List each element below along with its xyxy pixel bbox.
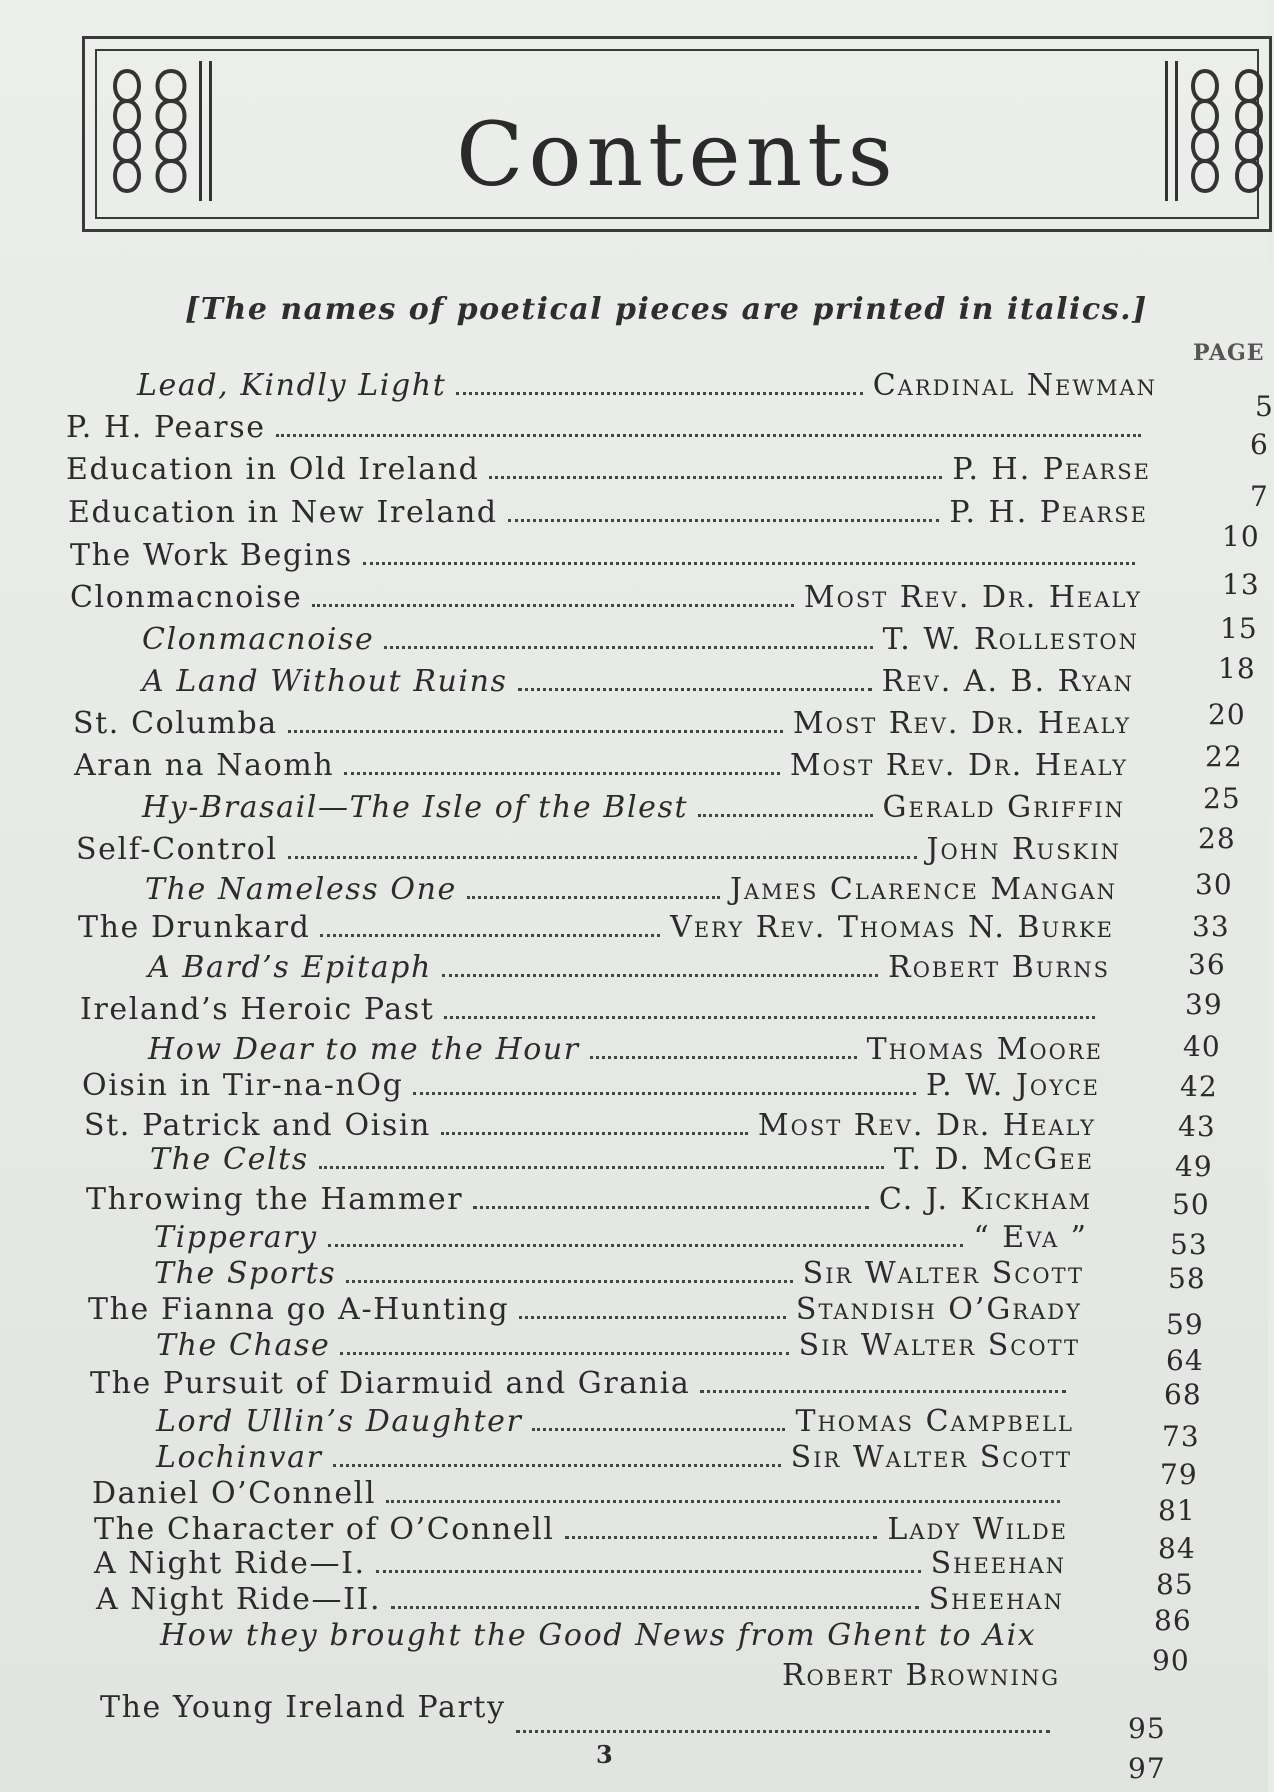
leader-dots: [333, 1464, 781, 1467]
toc-entry: [70, 538, 1145, 573]
toc-entry: [156, 1328, 1080, 1363]
entry-title: A Night Ride—I.: [94, 1546, 366, 1581]
entry-page: 81: [1158, 1494, 1196, 1527]
entry-page: 68: [1164, 1378, 1202, 1411]
entry-page: 28: [1198, 822, 1236, 855]
entry-title: Daniel O’Connell: [92, 1476, 377, 1511]
leader-dots: [442, 974, 878, 977]
entry-title: The Sports: [154, 1256, 337, 1291]
entry-title: Throwing the Hammer: [86, 1182, 464, 1217]
entry-title: Clonmacnoise: [142, 622, 375, 657]
entry-title: The Fianna go A-Hunting: [88, 1292, 510, 1327]
entry-page: 6: [1250, 428, 1269, 461]
entry-page: 59: [1166, 1308, 1204, 1341]
toc-entry: [94, 1546, 1066, 1581]
entry-page: 30: [1195, 868, 1233, 901]
entry-title: Education in New Ireland: [68, 495, 498, 530]
entry-author: P. H. Pearse: [949, 495, 1148, 530]
entry-author: Robert Burns: [888, 950, 1110, 985]
toc-entry: [66, 452, 1151, 487]
toc-entry: [74, 748, 1128, 783]
toc-entry-author-line: [560, 1658, 1060, 1693]
entry-title: The Celts: [150, 1142, 309, 1177]
leader-dots: [700, 1390, 1066, 1393]
page-title: Contents: [456, 103, 898, 206]
entry-author: Gerald Griffin: [882, 790, 1125, 825]
toc-entry: [100, 1690, 1060, 1725]
entry-page: 79: [1160, 1458, 1198, 1491]
entry-title: How Dear to me the Hour: [148, 1032, 580, 1067]
leader-dots: [346, 1280, 792, 1283]
leader-dots: [441, 1132, 748, 1135]
leader-dots: [413, 1092, 916, 1095]
entry-title: Ireland’s Heroic Past: [80, 992, 435, 1027]
entry-page: 64: [1166, 1344, 1204, 1377]
toc-entry: [142, 790, 1125, 825]
entry-author: C. J. Kickham: [878, 1182, 1092, 1217]
entry-page: 90: [1152, 1644, 1190, 1677]
leader-dots: [532, 1428, 785, 1431]
toc-entry: [148, 1032, 1103, 1067]
toc-entry: [82, 1068, 1100, 1103]
leader-dots: [391, 1606, 918, 1609]
entry-author: T. W. Rolleston: [882, 622, 1139, 657]
page-column-heading: PAGE: [1193, 340, 1265, 366]
entry-title: The Nameless One: [145, 872, 457, 907]
toc-entry: [84, 1108, 1096, 1143]
entry-title: Tipperary: [154, 1220, 318, 1255]
leader-dots: [519, 1316, 786, 1319]
entry-author: Sir Walter Scott: [798, 1328, 1080, 1363]
entry-title: Hy-Brasail—The Isle of the Blest: [142, 790, 689, 825]
toc-entry: [156, 1404, 1074, 1439]
folio-page-number: 3: [596, 1740, 613, 1769]
entry-page: 86: [1154, 1604, 1192, 1637]
entry-author: Sheehan: [930, 1546, 1066, 1581]
toc-entry: [88, 1292, 1082, 1327]
leader-dots: [590, 1056, 857, 1059]
entry-author: Lady Wilde: [887, 1512, 1068, 1547]
entry-author: Cardinal Newman: [872, 368, 1157, 403]
entry-author: James Clarence Mangan: [729, 872, 1117, 907]
leader-dots: [456, 392, 862, 395]
entry-title: A Night Ride—II.: [96, 1582, 382, 1617]
entry-title: Lord Ullin’s Daughter: [156, 1404, 523, 1439]
toc-entry: [68, 495, 1148, 530]
entry-author: Most Rev. Dr. Healy: [792, 706, 1131, 741]
entry-title: How they brought the Good News from Ghent to Aix: [160, 1618, 1037, 1653]
leader-dots: [518, 688, 872, 691]
entry-page: 58: [1168, 1262, 1206, 1295]
entry-page: 42: [1180, 1070, 1218, 1103]
entry-page: 7: [1250, 480, 1269, 513]
entry-title: Self-Control: [76, 832, 278, 867]
entry-author: P. W. Joyce: [926, 1068, 1100, 1103]
toc-entry: [154, 1220, 1088, 1255]
entry-page: 53: [1170, 1228, 1208, 1261]
toc-entry: [156, 1440, 1072, 1475]
entry-page: 40: [1183, 1030, 1221, 1063]
entry-title: A Bard’s Epitaph: [148, 950, 432, 985]
leader-dots: [340, 1352, 788, 1355]
leader-dots: [320, 934, 660, 937]
entry-title: The Work Begins: [70, 538, 353, 573]
entry-author: Most Rev. Dr. Healy: [789, 748, 1128, 783]
entry-author: Very Rev. Thomas N. Burke: [670, 910, 1114, 945]
entry-title: St. Patrick and Oisin: [84, 1108, 431, 1143]
entry-title: The Pursuit of Diarmuid and Grania: [90, 1366, 691, 1401]
entry-page: 36: [1188, 948, 1226, 981]
entry-author: Sir Walter Scott: [790, 1440, 1072, 1475]
entry-title: A Land Without Ruins: [142, 664, 508, 699]
leader-dots: [276, 434, 1141, 437]
italics-note: [The names of poetical pieces are printed in italics.]: [185, 292, 1148, 327]
toc-entry: [96, 1582, 1064, 1617]
leader-dots: [328, 1244, 964, 1247]
toc-entry: [80, 992, 1105, 1027]
toc-entry: [160, 1618, 1062, 1653]
toc-entry: [70, 580, 1142, 615]
entry-author: Thomas Moore: [866, 1032, 1103, 1067]
entry-author: T. D. McGee: [893, 1142, 1094, 1177]
toc-entry: [150, 1142, 1094, 1177]
leader-dots: [288, 856, 917, 859]
leader-dots: [698, 814, 872, 817]
entry-page: 84: [1158, 1532, 1196, 1565]
entry-title: The Drunkard: [78, 910, 311, 945]
entry-page: 33: [1192, 910, 1230, 943]
entry-author: P. H. Pearse: [952, 452, 1151, 487]
toc-entry: [154, 1256, 1084, 1291]
toc-entry: [66, 410, 1151, 445]
entry-page: 43: [1178, 1110, 1216, 1143]
entry-author: Sir Walter Scott: [802, 1256, 1084, 1291]
leader-dots: [312, 604, 794, 607]
entry-title: Clonmacnoise: [70, 580, 303, 615]
toc-entry: [145, 872, 1117, 907]
entry-page: 10: [1222, 520, 1260, 553]
leader-dots: [386, 1500, 1060, 1503]
toc-entry: [142, 622, 1139, 657]
leader-dots: [473, 1206, 869, 1209]
entry-page: 5: [1255, 390, 1274, 423]
toc-entry: [92, 1476, 1070, 1511]
leader-dots: [508, 519, 940, 522]
entry-title: The Chase: [156, 1328, 331, 1363]
leader-dots: [444, 1016, 1095, 1019]
entry-page: 22: [1205, 740, 1243, 773]
entry-title: Oisin in Tir-na-nOg: [82, 1068, 404, 1103]
leader-dots: [489, 476, 942, 479]
leader-dots: [344, 772, 780, 775]
leader-dots: [288, 730, 783, 733]
entry-author: Most Rev. Dr. Healy: [803, 580, 1142, 615]
entry-title: Lochinvar: [156, 1440, 323, 1475]
leader-dots: [516, 1730, 1050, 1733]
toc-entry: [148, 950, 1110, 985]
entry-page: 85: [1156, 1568, 1194, 1601]
entry-page: 49: [1175, 1150, 1213, 1183]
entry-title: Lead, Kindly Light: [137, 368, 447, 403]
toc-entry: [137, 368, 1157, 403]
entry-page: 20: [1208, 698, 1246, 731]
toc-entry: [94, 1512, 1068, 1547]
entry-title: The Young Ireland Party: [100, 1690, 506, 1725]
entry-author: Most Rev. Dr. Healy: [757, 1108, 1096, 1143]
entry-page: 95: [1128, 1712, 1166, 1745]
entry-author: Thomas Campbell: [795, 1404, 1074, 1439]
toc-entry: [90, 1366, 1076, 1401]
entry-page: 25: [1203, 782, 1241, 815]
entry-page: 13: [1222, 568, 1260, 601]
entry-page: 97: [1128, 1752, 1166, 1785]
entry-page: 15: [1220, 612, 1258, 645]
entry-page: 50: [1172, 1188, 1210, 1221]
leader-dots: [376, 1570, 921, 1573]
toc-entry: [78, 910, 1114, 945]
entry-page: 39: [1185, 988, 1223, 1021]
entry-title: The Character of O’Connell: [94, 1512, 555, 1547]
toc-entry: [76, 832, 1121, 867]
leader-dots: [363, 562, 1135, 565]
entry-page: 18: [1218, 652, 1256, 685]
entry-page: 73: [1162, 1420, 1200, 1453]
entry-author: “ Eva ”: [973, 1220, 1088, 1255]
entry-title: St. Columba: [73, 706, 278, 741]
toc-entry: [73, 706, 1131, 741]
entry-author: Standish O’Grady: [795, 1292, 1082, 1327]
entry-author: Sheehan: [928, 1582, 1064, 1617]
leader-dots: [565, 1536, 878, 1539]
toc-entry: [142, 664, 1134, 699]
leader-dots: [384, 646, 872, 649]
entry-title: P. H. Pearse: [66, 410, 266, 445]
toc-entry: [86, 1182, 1092, 1217]
entry-author: Rev. A. B. Ryan: [881, 664, 1134, 699]
entry-author: John Ruskin: [926, 832, 1121, 867]
entry-title: Education in Old Ireland: [66, 452, 480, 487]
entry-title: Aran na Naomh: [74, 748, 335, 783]
leader-dots: [319, 1166, 884, 1169]
leader-dots: [467, 896, 720, 899]
entry-author: Robert Browning: [781, 1658, 1060, 1693]
